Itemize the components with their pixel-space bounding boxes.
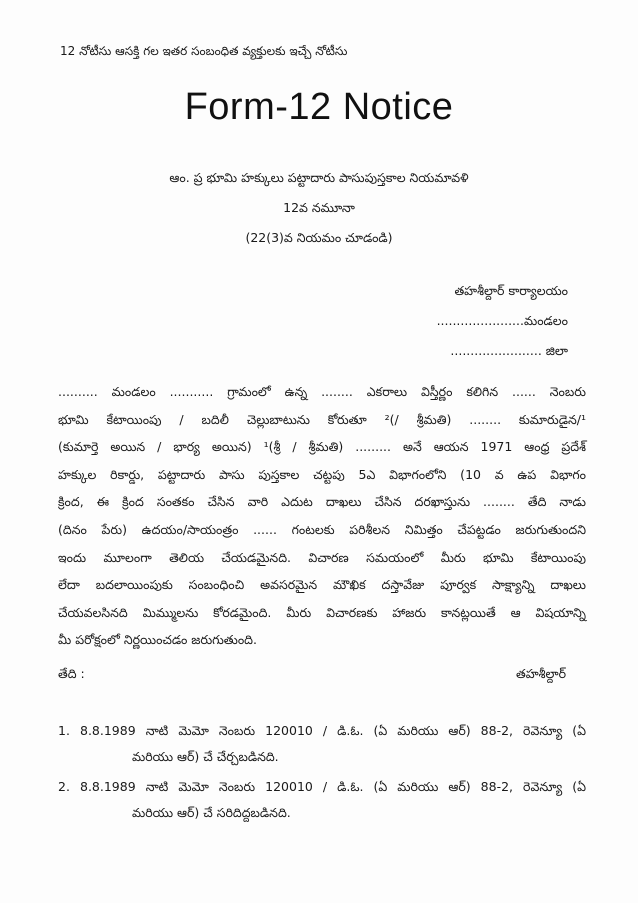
office-name: తహశీల్దార్ కార్యాలయం: [454, 283, 568, 298]
footnote-2: [58, 774, 586, 826]
footnote-1: [58, 718, 586, 770]
form-number: 12వ నమూనా: [283, 200, 355, 215]
footnote-number: 2.: [58, 779, 70, 794]
top-note: 12 నోటీసు ఆసక్తి గల ఇతర సంబంధిత వ్యక్తులకు ఇచ్చే నోటీసు: [60, 44, 348, 58]
footnote-text: 8.8.1989 నాటి మెమో నెంబరు 120010 / డి.ఓ. (ఏ మరియు ఆర్) 88-2, రెవెన్యూ (ఏ: [80, 779, 586, 794]
footnote-text: మరియు ఆర్) చే చేర్చబడినది.: [132, 749, 279, 764]
footnote-text: 8.8.1989 నాటి మెమో నెంబరు 120010 / డి.ఓ. (ఏ మరియు ఆర్) 88-2, రెవెన్యూ (ఏ: [80, 723, 586, 738]
footnote-number: 1.: [58, 723, 70, 738]
notice-body: [58, 378, 586, 654]
body-line: (దినం పేరు) ఉదయం/సాయంత్రం ...... గంటలకు పరిశీలన నిమిత్తం చేపట్టడం జరుగుతుందని: [58, 521, 586, 537]
body-line: చేయవలసినది మిమ్ములను కోరడమైంది. మీరు విచారణకు హాజరు కానట్లయితే ఆ విషయాన్ని: [58, 604, 586, 620]
body-line: ఇందు మూలంగా తెలియ చేయడమైనది. విచారణ సమయంలో మీరు భూమి కేటాయింపు: [58, 549, 586, 565]
body-line: క్రింద, ఈ క్రింద సంతకం చేసిన వారి ఎదుట దాఖలు చేసిన దరఖాస్తును ........ తేది నాడు: [58, 494, 586, 510]
body-line: లేదా బదలాయింపుకు సంబంధించి అవసరమైన మౌఖిక దస్తావేజు పూర్వక సాక్ష్యాన్ని దాఖలు: [58, 577, 586, 593]
body-line: (కుమార్తె అయిన / భార్య అయిన) ¹(శ్రీ / శ్రీమతి) ......... అనే ఆయన 1971 ఆంధ్ర ప్రదేశ్: [58, 439, 586, 455]
footnote-text: మరియు ఆర్) చే సరిదిద్దబడినది.: [132, 805, 291, 820]
body-line: మీ పరోక్షంలో నిర్ణయించడం జరుగుతుంది.: [58, 632, 257, 648]
district-line: ....................... జిలా: [450, 343, 568, 358]
body-line: భూమి కేటాయింపు / బదిలీ చెల్లుబాటును కోరుతూ ²(/ శ్రీమతి) ........ కుమారుడైన/¹: [58, 411, 586, 427]
date-label: తేది :: [58, 666, 85, 681]
rule-reference: (22(3)వ నియమం చూడండి): [245, 230, 393, 245]
rules-line: ఆం. ప్ర భూమి హక్కులు పట్టాదారు పాసుపుస్తకాల నియమావళి: [169, 170, 469, 185]
body-line: .......... మండలం ........... గ్రామంలో ఉన్న ........ ఎకరాలు విస్తీర్ణం కలిగిన ...... నెంబరు: [58, 384, 586, 399]
body-line: హక్కుల రికార్డు, పట్టాదారు పాసు పుస్తకాల చట్టపు 5ఎ విభాగంలోని (10 వ ఉప విభాగం: [58, 466, 586, 482]
signatory-label: తహశీల్దార్: [515, 666, 566, 681]
page-title: Form-12 Notice: [184, 86, 454, 128]
mandal-line: ......................మండలం: [436, 313, 568, 328]
